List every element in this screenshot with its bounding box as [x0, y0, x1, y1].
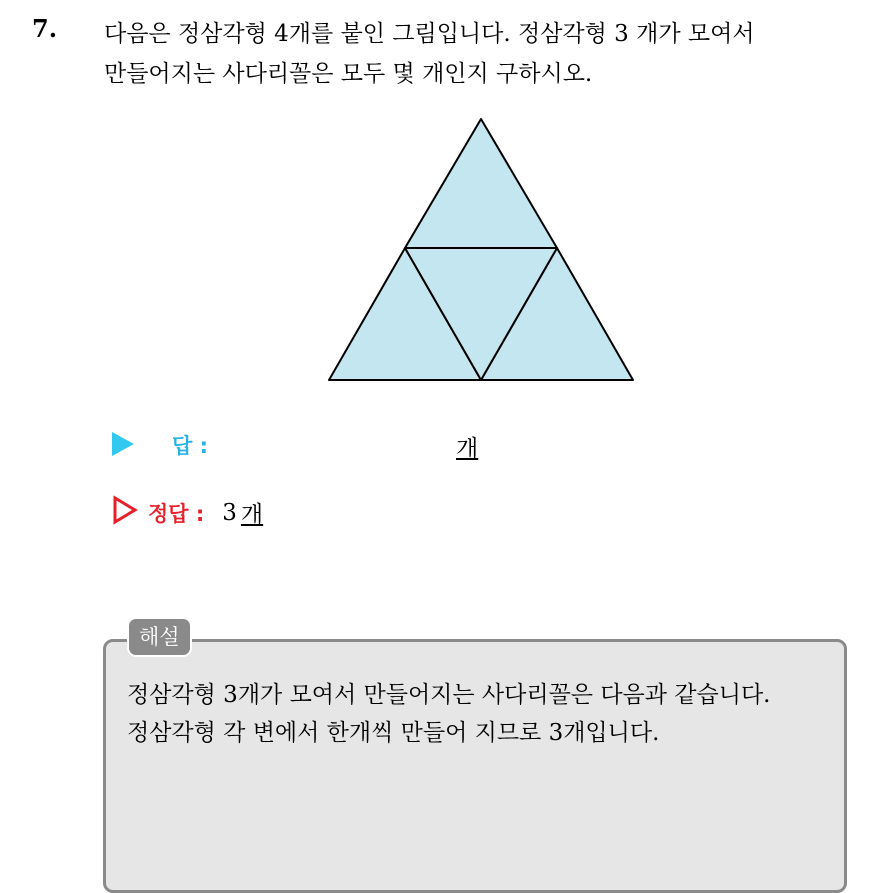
question-line-2: 만들어지는 사다리꼴은 모두 몇 개인지 구하시오.: [104, 61, 593, 87]
main-top-triangle: [405, 119, 557, 248]
answer-blank[interactable]: [456, 430, 478, 463]
correct-label: 정답 :: [148, 501, 205, 526]
correct-arrow-icon: [115, 498, 135, 522]
correct-unit: 개: [240, 502, 264, 528]
correct-value: 3: [222, 499, 237, 526]
answer-row: [172, 430, 208, 460]
answer-label: 답 :: [172, 434, 208, 458]
explanation-text: [127, 676, 770, 752]
explanation-line-2: 정삼각형 각 변에서 한개씩 만들어 지므로 3개입니다.: [127, 720, 660, 746]
explanation-line-1: 정삼각형 3개가 모여서 만들어지는 사다리꼴은 다음과 같습니다.: [127, 682, 771, 708]
answer-arrow-icon: [112, 432, 134, 456]
question-line-1: 다음은 정삼각형 4개를 붙인 그림입니다. 정삼각형 3 개가 모여서: [104, 21, 755, 47]
question-number: 7.: [32, 14, 58, 43]
explanation-tag: 해설: [127, 617, 192, 657]
answer-unit: 개: [456, 436, 479, 462]
correct-row: [148, 496, 263, 529]
